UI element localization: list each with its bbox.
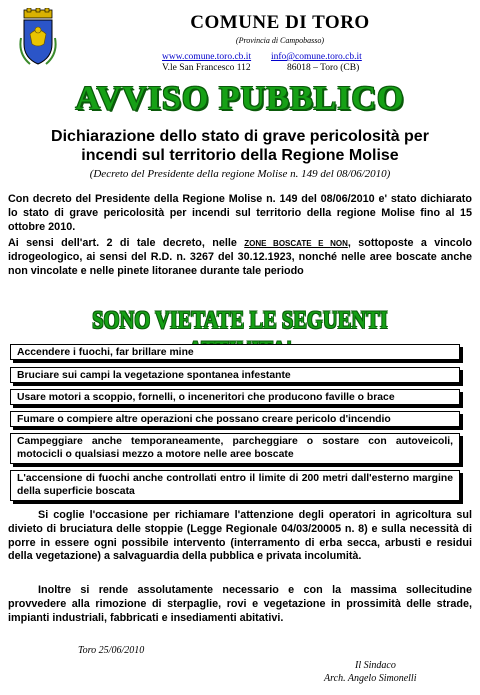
zones-highlight: ZONE BOSCATE E NON: [244, 239, 348, 248]
issue-date: Toro 25/06/2010: [78, 645, 145, 656]
paragraph-vegetation-removal: Inoltre si rende assolutamente necessario e con la massima sollecitudine provvedere alla rimozione di sterpaglie, rovi e vegetazione in prossimità delle strade, impianti industriali, fabbricati e insediamenti abitativi.: [8, 584, 472, 624]
email-link[interactable]: info@comune.toro.cb.it: [271, 52, 362, 62]
activity-item: Usare motori a scoppio, fornelli, o inceneritori che producono faville o brace: [10, 389, 460, 405]
city-postcode: 86018 – Toro (CB): [287, 63, 360, 73]
paragraph-decree: Con decreto del Presidente della Regione Molise n. 149 del 08/06/2010 e' stato dichiarato lo stato di grave pericolosità per incendi sul territorio della regione Molise fino al 15 ottobre 2010.: [8, 193, 472, 233]
notice-headline: AVVISO PUBBLICO: [75, 80, 405, 117]
notice-subtitle: [0, 127, 480, 165]
activity-item: Campeggiare anche temporaneamente, parcheggiare o sostare con autoveicoli, motocicli o qualsiasi mezzo a motore nelle aree boscate: [10, 433, 460, 464]
decree-reference: (Decreto del Presidente della regione Molise n. 149 del 08/06/2010): [89, 168, 391, 180]
municipality-title: COMUNE DI TORO: [190, 12, 370, 33]
subtitle-line-1: Dichiarazione dello stato di grave pericolosità per: [51, 128, 429, 145]
website-link[interactable]: www.comune.toro.cb.it: [162, 52, 252, 62]
street-address: V.le San Francesco 112: [162, 63, 251, 73]
coat-of-arms-icon: [18, 8, 58, 68]
activity-item: L'accensione di fuochi anche controllati entro il limite di 200 metri dall'esterno margine della superficie boscata: [10, 470, 460, 501]
activity-item: Bruciare sui campi la vegetazione spontanea infestante: [10, 367, 460, 383]
prohibited-activities-heading: SONO VIETATE LE SEGUENTI: [92, 307, 388, 334]
paragraph-stubble-burning: Si coglie l'occasione per richiamare l'attenzione degli operatori in agricoltura sul divieto di bruciatura delle stoppie (Legge Regionale 04/03/20005 n. 8) e sulla necessità di porre in essere ogni possibile intervento (interramento di erba secca, arbusti e residui della vegetazione) a salvaguardia della pubblica e privata incolumità.: [8, 509, 472, 563]
paragraph-zones-rest: , sottoposte a vincolo idrogeologico, ai sensi del R.D. n. 3267 del 30.12.1923, nonché nelle aree boscate anche non vincolate e nelle pinete litoranee durante tale periodo: [8, 237, 473, 277]
province-label: (Provincia di Campobasso): [235, 36, 325, 45]
paragraph-zones: [8, 237, 472, 278]
activity-item: Accendere i fuochi, far brillare mine: [10, 344, 460, 360]
signer-role: Il Sindaco: [355, 660, 396, 671]
paragraph-zones-intro: Ai sensi dell'art. 2 di tale decreto, nelle: [8, 237, 245, 249]
signer-name: Arch. Angelo Simonelli: [324, 673, 417, 684]
activity-item: Fumare o compiere altre operazioni che possano creare pericolo d'incendio: [10, 411, 460, 427]
subtitle-line-2: incendi sul territorio della Regione Molise: [81, 147, 399, 164]
